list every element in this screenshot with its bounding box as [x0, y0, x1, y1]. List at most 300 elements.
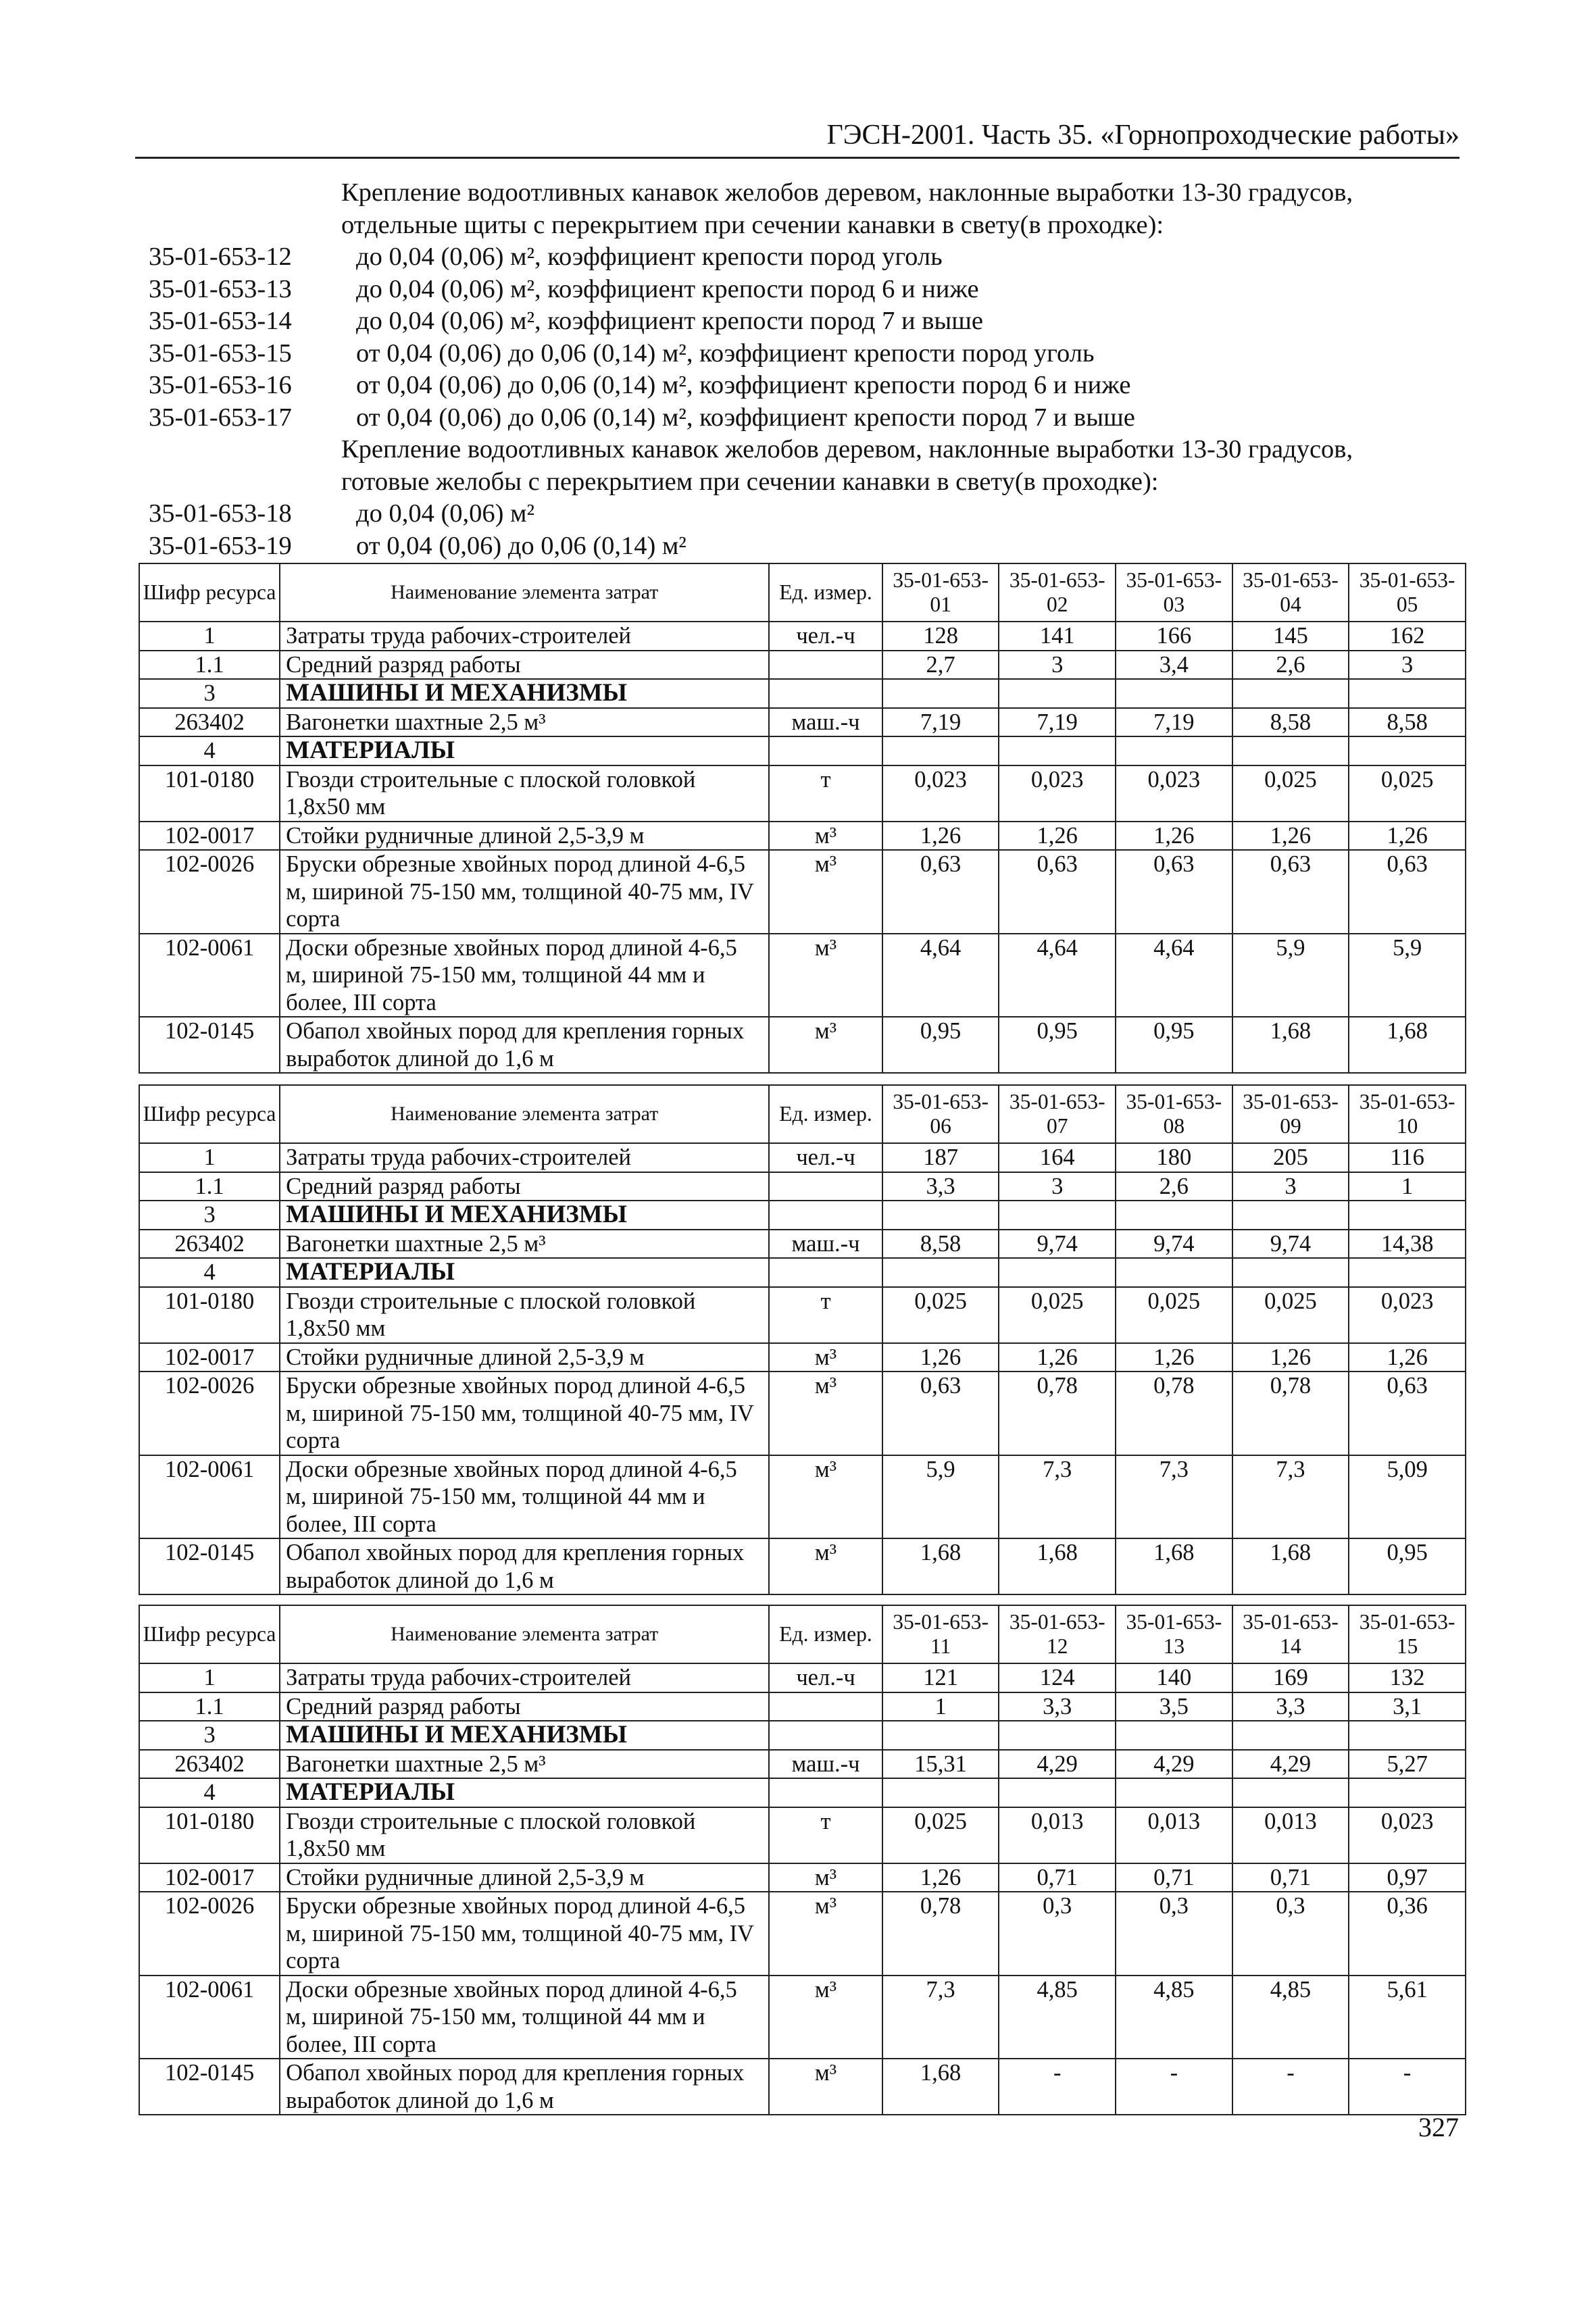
resource-value: 3,3 [1232, 1692, 1349, 1721]
resource-code: 101-0180 [139, 765, 280, 822]
resource-value: 0,023 [999, 765, 1116, 822]
header-norm-code: 35-01-653-08 [1116, 1085, 1232, 1143]
page-number: 327 [1418, 2112, 1459, 2142]
resource-name: МАШИНЫ И МЕХАНИЗМЫ [280, 679, 769, 708]
resource-value [1349, 736, 1466, 765]
intro-text: от 0,04 (0,06) до 0,06 (0,14) м², коэффициент крепости пород 6 и ниже [356, 371, 1131, 399]
resource-unit: маш.-ч [769, 708, 882, 737]
resource-value: 2,7 [882, 651, 999, 680]
table-header-row [139, 1085, 1466, 1143]
resource-value: 5,9 [1232, 934, 1349, 1017]
resource-value: 1,68 [882, 1538, 999, 1594]
resource-value: 0,3 [999, 1892, 1116, 1976]
resource-unit [769, 651, 882, 680]
resource-value: 3,3 [999, 1692, 1116, 1721]
intro-text: до 0,04 (0,06) м², коэффициент крепости пород 6 и ниже [356, 274, 979, 303]
intro-code: 35-01-653-19 [149, 531, 292, 560]
resource-value: 0,95 [999, 1017, 1116, 1073]
resource-code: 102-0061 [139, 1976, 280, 2059]
header-norm-code: 35-01-653-10 [1349, 1085, 1466, 1143]
table-row [139, 822, 1466, 851]
resource-name: Гвозди строительные с плоской головкой 1,8х50 мм [280, 765, 769, 822]
resource-value: 0,025 [999, 1287, 1116, 1343]
resource-code: 102-0061 [139, 1455, 280, 1539]
resource-code: 101-0180 [139, 1807, 280, 1863]
resource-value [999, 1258, 1116, 1287]
resource-value: 1,26 [1349, 822, 1466, 851]
resource-unit: м³ [769, 822, 882, 851]
resource-name: Бруски обрезные хвойных пород длиной 4-6,5 м, шириной 75-150 мм, толщиной 40-75 мм, IV сорта [280, 1372, 769, 1455]
resource-name: МАТЕРИАЛЫ [280, 1778, 769, 1807]
intro-code: 35-01-653-13 [149, 274, 292, 303]
intro-line [149, 434, 1473, 466]
resource-value: 1,68 [999, 1538, 1116, 1594]
intro-line [149, 466, 1473, 499]
table-row [139, 1455, 1466, 1539]
table-row [139, 1750, 1466, 1779]
resource-value: 9,74 [1116, 1230, 1232, 1259]
resource-value: 1,68 [882, 2059, 999, 2115]
resource-unit: м³ [769, 1017, 882, 1073]
resource-value [1349, 1721, 1466, 1750]
resource-value: 128 [882, 622, 999, 651]
resource-name: Вагонетки шахтные 2,5 м³ [280, 1750, 769, 1779]
header-norm-code: 35-01-653-13 [1116, 1605, 1232, 1663]
resource-value: 140 [1116, 1663, 1232, 1692]
resource-value: 7,3 [999, 1455, 1116, 1539]
resource-name: Бруски обрезные хвойных пород длиной 4-6,5 м, шириной 75-150 мм, толщиной 40-75 мм, IV сорта [280, 850, 769, 934]
resource-value: 0,78 [1232, 1372, 1349, 1455]
resource-unit [769, 1692, 882, 1721]
resource-value: 0,78 [882, 1892, 999, 1976]
header-norm-code: 35-01-653-07 [999, 1085, 1116, 1143]
resource-value [1232, 736, 1349, 765]
resource-value [1232, 1778, 1349, 1807]
resource-code: 1.1 [139, 1692, 280, 1721]
resource-value: 0,71 [1116, 1863, 1232, 1892]
resource-code: 102-0017 [139, 822, 280, 851]
resource-value [999, 679, 1116, 708]
resource-name: Доски обрезные хвойных пород длиной 4-6,5 м, шириной 75-150 мм, толщиной 44 мм и более, III сорта [280, 1976, 769, 2059]
resource-value: 0,025 [1116, 1287, 1232, 1343]
table-row [139, 1976, 1466, 2059]
resource-unit: т [769, 1287, 882, 1343]
intro-code [149, 466, 341, 499]
resource-value: 8,58 [1349, 708, 1466, 737]
resource-value: 0,025 [882, 1807, 999, 1863]
resource-value: 0,95 [1116, 1017, 1232, 1073]
resource-value [882, 1721, 999, 1750]
resource-value: 3 [1232, 1172, 1349, 1201]
resource-value: 0,63 [1232, 850, 1349, 934]
intro-code: 35-01-653-15 [149, 338, 292, 368]
resource-code: 3 [139, 1201, 280, 1230]
resource-code: 1 [139, 1143, 280, 1172]
resource-value: 1,26 [882, 1863, 999, 1892]
resource-table-2 [139, 1084, 1466, 1595]
resource-name: Стойки рудничные длиной 2,5-3,9 м [280, 1343, 769, 1372]
intro-code [149, 209, 341, 242]
resource-value: 0,023 [1349, 1287, 1466, 1343]
resource-value [1116, 1721, 1232, 1750]
resource-code: 1.1 [139, 651, 280, 680]
resource-name: Вагонетки шахтные 2,5 м³ [280, 1230, 769, 1259]
resource-value: 2,6 [1232, 651, 1349, 680]
intro-line [149, 338, 1473, 370]
resource-value: 4,64 [882, 934, 999, 1017]
resource-name: Стойки рудничные длиной 2,5-3,9 м [280, 1863, 769, 1892]
resource-unit: м³ [769, 1976, 882, 2059]
resource-unit: м³ [769, 1455, 882, 1539]
resource-table-1 [139, 563, 1466, 1074]
resource-value: 0,63 [1116, 850, 1232, 934]
resource-unit: м³ [769, 850, 882, 934]
resource-code: 102-0145 [139, 1538, 280, 1594]
resource-name: Гвозди строительные с плоской головкой 1,8х50 мм [280, 1287, 769, 1343]
header-norm-code: 35-01-653-01 [882, 563, 999, 622]
resource-unit: чел.-ч [769, 622, 882, 651]
resource-value: 1,26 [882, 1343, 999, 1372]
intro-text: от 0,04 (0,06) до 0,06 (0,14) м², коэффициент крепости пород уголь [356, 338, 1095, 368]
header-norm-code: 35-01-653-11 [882, 1605, 999, 1663]
resource-value: 7,3 [1116, 1455, 1232, 1539]
resource-value: 7,3 [882, 1976, 999, 2059]
resource-name: Вагонетки шахтные 2,5 м³ [280, 708, 769, 737]
intro-line [149, 177, 1473, 209]
resource-value [1232, 1201, 1349, 1230]
header-norm-code: 35-01-653-12 [999, 1605, 1116, 1663]
header-norm-code: 35-01-653-14 [1232, 1605, 1349, 1663]
header-norm-code: 35-01-653-09 [1232, 1085, 1349, 1143]
resource-value: 3,5 [1116, 1692, 1232, 1721]
resource-value [1349, 1258, 1466, 1287]
resource-value: 180 [1116, 1143, 1232, 1172]
resource-value: 121 [882, 1663, 999, 1692]
resource-value: 132 [1349, 1663, 1466, 1692]
resource-value: 0,97 [1349, 1863, 1466, 1892]
resource-code: 263402 [139, 1230, 280, 1259]
intro-text: от 0,04 (0,06) до 0,06 (0,14) м², коэффициент крепости пород 7 и выше [356, 403, 1135, 432]
resource-value: 205 [1232, 1143, 1349, 1172]
resource-code: 4 [139, 1258, 280, 1287]
intro-block [149, 177, 1473, 562]
resource-value [1349, 1778, 1466, 1807]
resource-value [1116, 679, 1232, 708]
table-row [139, 850, 1466, 934]
table-row [139, 1201, 1466, 1230]
resource-value: 3,1 [1349, 1692, 1466, 1721]
resource-value: 1,26 [882, 822, 999, 851]
resource-name: Обапол хвойных пород для крепления горных выработок длиной до 1,6 м [280, 1538, 769, 1594]
resource-unit [769, 1778, 882, 1807]
header-name: Наименование элемента затрат [280, 563, 769, 622]
resource-unit: м³ [769, 1343, 882, 1372]
resource-code: 4 [139, 1778, 280, 1807]
header-code: Шифр ресурса [139, 1085, 280, 1143]
intro-code: 35-01-653-18 [149, 499, 292, 528]
resource-code: 102-0026 [139, 1372, 280, 1455]
intro-text: отдельные щиты с перекрытием при сечении канавки в свету(в проходке): [341, 210, 1164, 239]
intro-text: до 0,04 (0,06) м² [356, 499, 535, 528]
header-name: Наименование элемента затрат [280, 1085, 769, 1143]
resource-value: 0,95 [1349, 1538, 1466, 1594]
resource-unit [769, 1172, 882, 1201]
resource-unit [769, 736, 882, 765]
resource-value: 116 [1349, 1143, 1466, 1172]
table-row [139, 708, 1466, 737]
resource-name: Гвозди строительные с плоской головкой 1,8х50 мм [280, 1807, 769, 1863]
resource-value: 0,63 [999, 850, 1116, 934]
resource-value: 4,85 [1116, 1976, 1232, 2059]
resource-value: 4,64 [1116, 934, 1232, 1017]
header-norm-code: 35-01-653-15 [1349, 1605, 1466, 1663]
resource-name: МАШИНЫ И МЕХАНИЗМЫ [280, 1721, 769, 1750]
resource-value: 7,19 [999, 708, 1116, 737]
resource-value: 4,85 [999, 1976, 1116, 2059]
resource-value: 8,58 [1232, 708, 1349, 737]
header-unit: Ед. измер. [769, 1085, 882, 1143]
resource-code: 3 [139, 1721, 280, 1750]
resource-value: 187 [882, 1143, 999, 1172]
resource-unit: м³ [769, 1372, 882, 1455]
resource-value: 9,74 [999, 1230, 1116, 1259]
resource-name: МАТЕРИАЛЫ [280, 736, 769, 765]
resource-name: Доски обрезные хвойных пород длиной 4-6,5 м, шириной 75-150 мм, толщиной 44 мм и более, III сорта [280, 1455, 769, 1539]
table-row [139, 765, 1466, 822]
resource-value: 162 [1349, 622, 1466, 651]
resource-code: 102-0017 [139, 1343, 280, 1372]
resource-value: 0,3 [1116, 1892, 1232, 1976]
resource-value [1116, 1201, 1232, 1230]
resource-value: 3 [999, 651, 1116, 680]
resource-code: 102-0026 [139, 850, 280, 934]
table-row [139, 1258, 1466, 1287]
resource-code: 1 [139, 1663, 280, 1692]
resource-value: 7,19 [882, 708, 999, 737]
intro-line [149, 498, 1473, 530]
resource-value: 15,31 [882, 1750, 999, 1779]
resource-value: 0,63 [1349, 850, 1466, 934]
resource-unit: м³ [769, 2059, 882, 2115]
resource-value: 1,26 [1232, 1343, 1349, 1372]
resource-name: МАШИНЫ И МЕХАНИЗМЫ [280, 1201, 769, 1230]
resource-code: 102-0061 [139, 934, 280, 1017]
table-row [139, 1017, 1466, 1073]
resource-value: 1,26 [999, 822, 1116, 851]
intro-line [149, 209, 1473, 242]
resource-value: 7,19 [1116, 708, 1232, 737]
table-row [139, 1663, 1466, 1692]
resource-value: 1 [882, 1692, 999, 1721]
intro-text: от 0,04 (0,06) до 0,06 (0,14) м² [356, 531, 687, 560]
intro-text: готовые желобы с перекрытием при сечении канавки в свету(в проходке): [341, 467, 1159, 496]
resource-value: 3 [999, 1172, 1116, 1201]
resource-value: 0,013 [1232, 1807, 1349, 1863]
resource-value: 1,26 [1116, 1343, 1232, 1372]
resource-unit: т [769, 1807, 882, 1863]
resource-value: 5,9 [882, 1455, 999, 1539]
resource-value: 0,71 [1232, 1863, 1349, 1892]
resource-value: 4,64 [999, 934, 1116, 1017]
resource-unit: м³ [769, 934, 882, 1017]
table-row [139, 1807, 1466, 1863]
resource-value: 0,025 [1232, 1287, 1349, 1343]
resource-value [882, 1778, 999, 1807]
header-norm-code: 35-01-653-04 [1232, 563, 1349, 622]
intro-code: 35-01-653-14 [149, 307, 292, 335]
table-row [139, 1172, 1466, 1201]
resource-value: 0,63 [882, 850, 999, 934]
table-row [139, 1143, 1466, 1172]
resource-value: 4,85 [1232, 1976, 1349, 2059]
resource-value: 7,3 [1232, 1455, 1349, 1539]
resource-value: 0,013 [1116, 1807, 1232, 1863]
resource-value [1116, 1258, 1232, 1287]
intro-code: 35-01-653-12 [149, 243, 292, 271]
resource-value: 2,6 [1116, 1172, 1232, 1201]
resource-unit: чел.-ч [769, 1143, 882, 1172]
resource-value [999, 1778, 1116, 1807]
header-code: Шифр ресурса [139, 1605, 280, 1663]
header-name: Наименование элемента затрат [280, 1605, 769, 1663]
page-header [135, 115, 1460, 159]
resource-value: 3 [1349, 651, 1466, 680]
resource-value: 9,74 [1232, 1230, 1349, 1259]
resource-value: 0,3 [1232, 1892, 1349, 1976]
intro-line [149, 241, 1473, 274]
resource-code: 263402 [139, 708, 280, 737]
resource-value: 5,61 [1349, 1976, 1466, 2059]
resource-value: 0,023 [1116, 765, 1232, 822]
resource-value: 1,26 [1116, 822, 1232, 851]
table-row [139, 1778, 1466, 1807]
resource-name: Доски обрезные хвойных пород длиной 4-6,5 м, шириной 75-150 мм, толщиной 44 мм и более, III сорта [280, 934, 769, 1017]
resource-value: 0,013 [999, 1807, 1116, 1863]
intro-line [149, 274, 1473, 306]
resource-code: 263402 [139, 1750, 280, 1779]
resource-table-3 [139, 1605, 1466, 2115]
resource-code: 102-0145 [139, 2059, 280, 2115]
intro-code [149, 434, 341, 466]
resource-value: 1,68 [1116, 1538, 1232, 1594]
resource-value: 14,38 [1349, 1230, 1466, 1259]
resource-value: 0,71 [999, 1863, 1116, 1892]
table-row [139, 1692, 1466, 1721]
header-norm-code: 35-01-653-05 [1349, 563, 1466, 622]
intro-code: 35-01-653-16 [149, 371, 292, 399]
resource-name: Стойки рудничные длиной 2,5-3,9 м [280, 822, 769, 851]
resource-code: 1 [139, 622, 280, 651]
resource-name: МАТЕРИАЛЫ [280, 1258, 769, 1287]
header-norm-code: 35-01-653-06 [882, 1085, 999, 1143]
resource-code: 102-0145 [139, 1017, 280, 1073]
resource-value: 1 [1349, 1172, 1466, 1201]
resource-value: 1,68 [1232, 1017, 1349, 1073]
resource-value [999, 736, 1116, 765]
resource-value [1349, 679, 1466, 708]
resource-value: 166 [1116, 622, 1232, 651]
resource-name: Обапол хвойных пород для крепления горных выработок длиной до 1,6 м [280, 1017, 769, 1073]
resource-code: 102-0017 [139, 1863, 280, 1892]
resource-code: 4 [139, 736, 280, 765]
resource-unit: м³ [769, 1538, 882, 1594]
header-code: Шифр ресурса [139, 563, 280, 622]
resource-value: 0,025 [1349, 765, 1466, 822]
table-row [139, 1863, 1466, 1892]
resource-value [882, 679, 999, 708]
intro-line [149, 370, 1473, 402]
resource-value: 0,63 [1349, 1372, 1466, 1455]
resource-unit: маш.-ч [769, 1230, 882, 1259]
resource-value: - [999, 2059, 1116, 2115]
intro-text: до 0,04 (0,06) м², коэффициент крепости пород уголь [356, 243, 943, 271]
table-row [139, 1538, 1466, 1594]
table-row [139, 1230, 1466, 1259]
table-row [139, 1343, 1466, 1372]
resource-unit [769, 679, 882, 708]
resource-value: 0,36 [1349, 1892, 1466, 1976]
table-row [139, 1892, 1466, 1976]
resource-value: 5,09 [1349, 1455, 1466, 1539]
resource-code: 1.1 [139, 1172, 280, 1201]
resource-value: 1,26 [999, 1343, 1116, 1372]
resource-value: 1,68 [1232, 1538, 1349, 1594]
resource-unit [769, 1201, 882, 1230]
resource-value [999, 1201, 1116, 1230]
resource-value [1349, 1201, 1466, 1230]
intro-code [149, 177, 341, 209]
table-row [139, 651, 1466, 680]
resource-value: 8,58 [882, 1230, 999, 1259]
table-row [139, 622, 1466, 651]
resource-value [1116, 736, 1232, 765]
resource-unit: т [769, 765, 882, 822]
resource-value [1232, 1258, 1349, 1287]
resource-unit: м³ [769, 1892, 882, 1976]
table-row [139, 934, 1466, 1017]
table-row [139, 2059, 1466, 2115]
resource-name: Затраты труда рабочих-строителей [280, 1143, 769, 1172]
resource-value [882, 736, 999, 765]
resource-value: 3,3 [882, 1172, 999, 1201]
header-unit: Ед. измер. [769, 1605, 882, 1663]
resource-value [882, 1201, 999, 1230]
resource-value: 3,4 [1116, 651, 1232, 680]
resource-value: 0,025 [882, 1287, 999, 1343]
resource-value [1232, 679, 1349, 708]
intro-code: 35-01-653-17 [149, 403, 292, 432]
resource-name: Затраты труда рабочих-строителей [280, 1663, 769, 1692]
intro-text: Крепление водоотливных канавок желобов деревом, наклонные выработки 13-30 градусов, [341, 178, 1353, 207]
header-unit: Ед. измер. [769, 563, 882, 622]
resource-value [1116, 1778, 1232, 1807]
resource-unit: маш.-ч [769, 1750, 882, 1779]
resource-value: 5,27 [1349, 1750, 1466, 1779]
intro-text: Крепление водоотливных канавок желобов деревом, наклонные выработки 13-30 градусов, [341, 435, 1353, 463]
resource-value: 0,78 [999, 1372, 1116, 1455]
table-row [139, 1721, 1466, 1750]
resource-code: 102-0026 [139, 1892, 280, 1976]
header-norm-code: 35-01-653-02 [999, 563, 1116, 622]
resource-unit [769, 1258, 882, 1287]
resource-value: 4,29 [1232, 1750, 1349, 1779]
resource-value: 169 [1232, 1663, 1349, 1692]
resource-value: 0,78 [1116, 1372, 1232, 1455]
table-row [139, 736, 1466, 765]
resource-value [1232, 1721, 1349, 1750]
intro-text: до 0,04 (0,06) м², коэффициент крепости пород 7 и выше [356, 307, 983, 335]
resource-value: 164 [999, 1143, 1116, 1172]
